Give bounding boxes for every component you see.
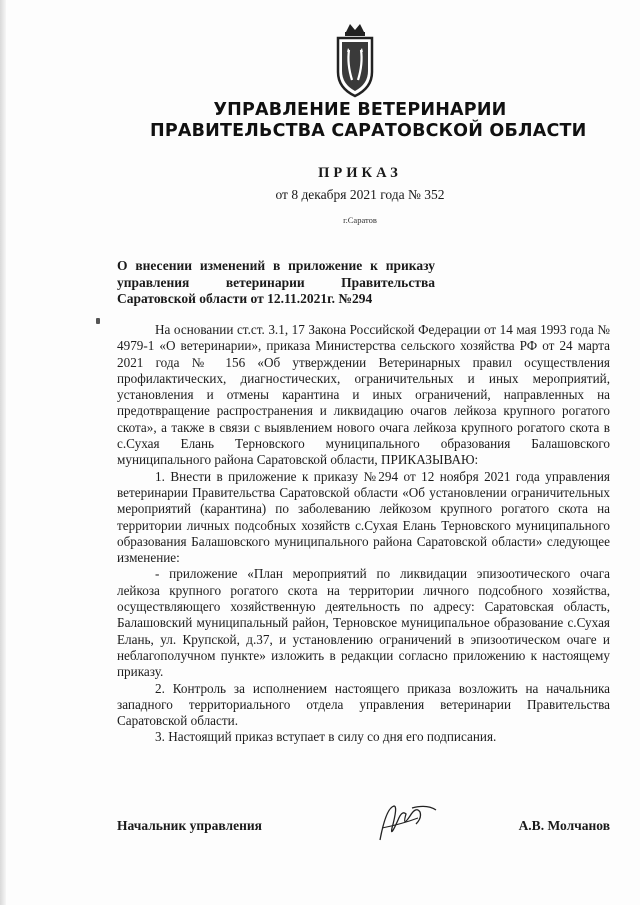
clause-2-paragraph: 2. Контроль за исполнением настоящего приказа возложить на начальника западного территориального отдела управления ветеринарии Правительства Саратовской области. — [117, 680, 610, 729]
order-subject: О внесении изменений в приложение к приказу управления ветеринарии Правительства Саратовской области от 12.11.2021г. №294 — [117, 258, 435, 306]
header-line-2: ПРАВИТЕЛЬСТВА САРАТОВСКОЙ ОБЛАСТИ — [150, 121, 587, 141]
order-city: г.Саратов — [343, 215, 377, 225]
order-title: ПРИКАЗ — [318, 165, 402, 181]
header-line-1: УПРАВЛЕНИЕ ВЕТЕРИНАРИИ — [213, 100, 507, 120]
order-date: от 8 декабря 2021 года № 352 — [275, 187, 445, 202]
scan-speck — [96, 318, 100, 324]
order-body — [117, 322, 610, 746]
clause-3-paragraph: 3. Настоящий приказ вступает в силу со дня его подписания. — [155, 729, 497, 745]
signature-block — [117, 812, 610, 852]
coat-of-arms-icon — [326, 22, 384, 102]
department-header — [150, 100, 587, 142]
clause-1-amendment-paragraph: - приложение «План мероприятий по ликвидации эпизоотического очага лейкоза крупного рогатого скота на территории личного подсобного хозяйства, осуществляющего хозяйственную деятельность по адресу: Саратовская область, Балашовский муниципальный район, Терновское муниципальное образование с.Сухая Елань, ул. Крупской, д.37, и установлению ограничений в эпизоотическом очаге и неблагополучном пункте» изложить в редакции согласно приложению к настоящему приказу. — [117, 566, 610, 680]
clause-1-paragraph: 1. Внести в приложение к приказу №294 от 12 ноября 2021 года управления ветеринарии Правительства Саратовской области «Об установлении ограничительных мероприятий (карантина) по заболеванию лейкозом крупного рогатого скота на территории личных подсобных хозяйств с.Сухая Елань Терновского муниципального образования Балашовского муниципального района Саратовской области» следующее изменение: — [117, 468, 610, 566]
handwritten-signature — [372, 798, 442, 848]
scan-edge — [0, 0, 6, 905]
signatory-name: А.В. Молчанов — [518, 818, 610, 833]
signatory-position: Начальник управления — [117, 818, 262, 833]
preamble-paragraph: На основании ст.ст. 3.1, 17 Закона Российской Федерации от 14 мая 1993 года № 4979-1 «О ветеринарии», приказа Министерства сельского хозяйства РФ от 24 марта 2021 года № 156 «Об утверждении Ветеринарных правил осуществления профилактических, диагностических, ограничительных и иных мероприятий, установления и отмены карантина и иных ограничений, направленных на предотвращение распространения и ликвидацию очагов лейкоза крупного рогатого скота», а также в связи с выявлением нового очага лейкоза крупного рогатого скота в с.Сухая Елань Терновского муниципального образования Балашовского муниципального района Саратовской области, ПРИКАЗЫВАЮ: — [117, 322, 610, 468]
